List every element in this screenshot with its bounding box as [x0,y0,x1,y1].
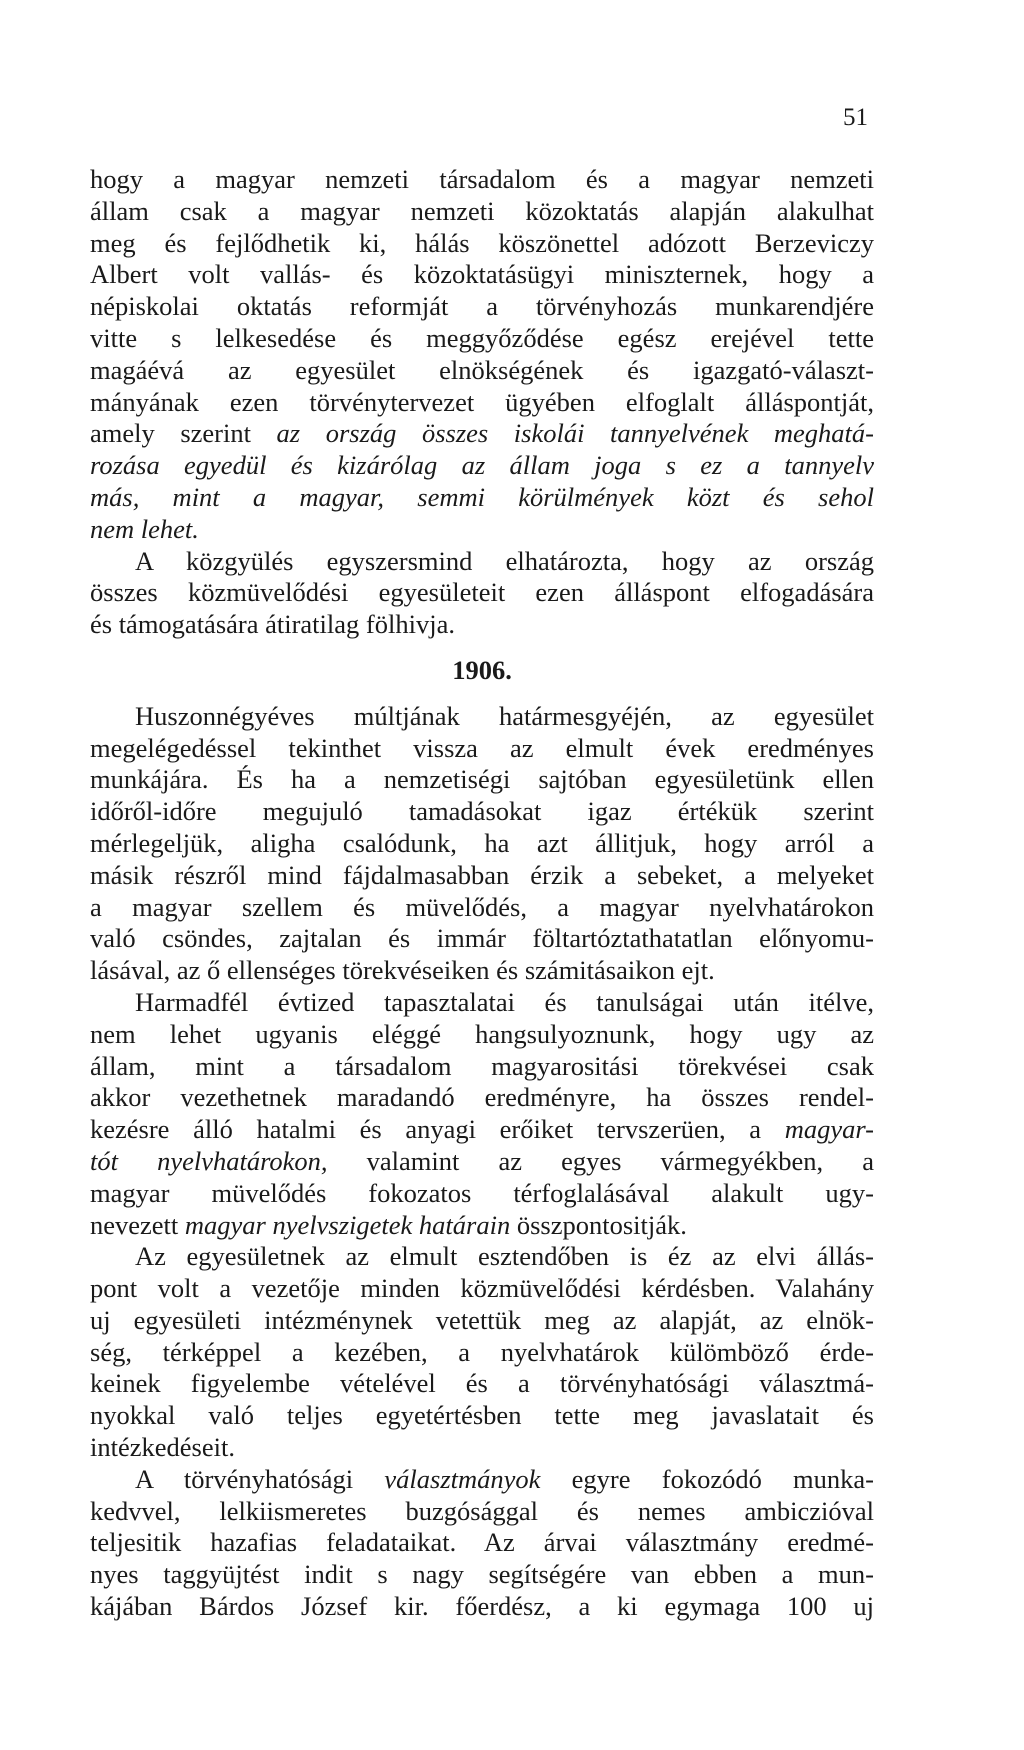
text-line [90,860,874,892]
text-span: uj egyesületi intézménynek vetettük meg az alapját, az elnök- [90,1304,874,1335]
text-line [90,1051,874,1083]
italic-span: tót nyelvhatárokon, [90,1145,328,1176]
text-line [90,1368,874,1400]
text-span: összes közmüvelődési egyesületeit ezen álláspont elfogadására [90,577,874,608]
text-line [90,987,874,1019]
text-line [90,923,874,955]
text-line [90,1114,874,1146]
text-line [90,1337,874,1369]
text-span: nem lehet ugyanis eléggé hangsulyoznunk, hogy ugy az [90,1018,874,1049]
text-line [90,701,874,733]
text-span: Az egyesületnek az elmult esztendőben is éz az elvi állás- [135,1241,874,1272]
section-heading [90,655,874,687]
italic-span: az ország összes iskolái tannyelvének meghatá- [276,418,874,449]
text-line [90,1273,874,1305]
text-span: magáévá az egyesület elnökségének és igazgató-választ- [90,354,874,385]
text-line [90,1019,874,1051]
text-line [90,1527,874,1559]
text-span: vitte s lelkesedése és meggyőződése egész erejével tette [90,322,874,353]
text-span: keinek figyelembe vételével és a törvényhatósági választmá- [90,1368,874,1399]
text-span: másik részről mind fájdalmasabban érzik a sebeket, a melyeket [90,859,874,890]
text-line [90,828,874,860]
text-line [90,291,874,323]
text-span: összpontositják. [510,1209,687,1240]
text-span: és támogatására átiratilag fölhivja. [90,609,455,640]
text-line [90,1432,874,1464]
text-span: népiskolai oktatás reformját a törvényhozás munkarendjére [90,291,874,322]
text-line [90,577,874,609]
text-line [90,1400,874,1432]
text-span: mányának ezen törvénytervezet ügyében elfoglalt álláspontját, [90,386,874,417]
text-span: 1906. [452,654,512,685]
text-span: munkájára. És ha a nemzetiségi sajtóban egyesületünk ellen [90,764,874,795]
text-span: megelégedéssel tekinthet vissza az elmult évek eredményes [90,732,874,763]
text-span: amely szerint [90,418,277,449]
text-span: a magyar szellem és müvelődés, a magyar nyelvhatárokon [90,891,874,922]
text-line [90,1241,874,1273]
italic-span: választmányok [384,1463,541,1494]
text-span: Huszonnégyéves múltjának határmesgyéjén, az egyesület [135,700,874,731]
italic-span: más, mint a magyar, semmi körülmények közt és sehol [90,481,874,512]
text-span: lásával, az ő ellenséges törekvéseiken és számitásaikon ejt. [90,955,715,986]
text-span: meg és fejlődhetik ki, hálás köszönettel adózott Berzeviczy [90,227,874,258]
text-span: A törvényhatósági [135,1463,385,1494]
text-line [90,1496,874,1528]
italic-span: rozása egyedül és kizárólag az állam joga s ez a tannyelv [90,450,874,481]
text-line [90,323,874,355]
italic-span: nem lehet. [90,513,199,544]
text-line [90,228,874,260]
text-line [90,1305,874,1337]
text-line [90,546,874,578]
text-span: teljesitik hazafias feladataikat. Az árvai választmány eredmé- [90,1527,874,1558]
text-span: egyre fokozódó munka- [540,1463,875,1494]
text-span: Albert volt vallás- és közoktatásügyi miniszternek, hogy a [90,259,874,290]
text-span: ség, térképpel a kezében, a nyelvhatárok külömböző érde- [90,1336,874,1367]
text-line [90,892,874,924]
text-line [90,450,874,482]
text-span: nevezett [90,1209,185,1240]
text-line [90,259,874,291]
text-line [90,733,874,765]
text-line [90,482,874,514]
text-line [90,1146,874,1178]
text-line [90,1591,874,1623]
text-span: állam csak a magyar nemzeti közoktatás alapján alakulhat [90,195,874,226]
body-text [90,164,874,1623]
text-span: intézkedéseit. [90,1432,235,1463]
text-line [90,764,874,796]
text-line [90,164,874,196]
text-line [90,387,874,419]
text-line [90,1559,874,1591]
text-line [90,355,874,387]
text-line [90,1178,874,1210]
text-line [90,196,874,228]
text-span: akkor vezethetnek maradandó eredményre, ha összes rendel- [90,1082,874,1113]
text-span: Harmadfél évtized tapasztalatai és tanulságai után itélve, [135,986,874,1017]
text-span: állam, mint a társadalom magyarositási törekvései csak [90,1050,874,1081]
text-span: időről-időre megujuló tamadásokat igaz értékük szerint [90,796,874,827]
text-span: hogy a magyar nemzeti társadalom és a magyar nemzeti [90,164,874,194]
text-line [90,1464,874,1496]
text-line [90,955,874,987]
text-span: nyes taggyüjtést indit s nagy segítségére van ebben a mun- [90,1559,874,1590]
text-span: mérlegeljük, aligha csalódunk, ha azt állitjuk, hogy arról a [90,827,874,858]
text-span: kezésre álló hatalmi és anyagi erőiket tervszerüen, a [90,1114,785,1145]
text-span: kájában Bárdos József kir. főerdész, a ki egymaga 100 uj [90,1591,874,1622]
text-span: A közgyülés egyszersmind elhatározta, hogy az ország [135,545,874,576]
text-span: való csöndes, zajtalan és immár föltartóztathatatlan előnyomu- [90,923,874,954]
text-span: magyar müvelődés fokozatos térfoglalásával alakult ugy- [90,1177,874,1208]
text-line [90,418,874,450]
text-line [90,1210,874,1242]
italic-span: magyar nyelvszigetek határain [184,1209,511,1240]
text-span: kedvvel, lelkiismeretes buzgósággal és nemes ambiczióval [90,1495,874,1526]
text-span: pont volt a vezetője minden közmüvelődési kérdésben. Valahány [90,1273,874,1304]
text-line [90,609,874,641]
text-line [90,1082,874,1114]
text-line [90,796,874,828]
text-span: valamint az egyes vármegyékben, a [327,1145,875,1176]
text-span: nyokkal való teljes egyetértésben tette meg javaslatait és [90,1400,874,1431]
page-number: 51 [843,104,868,131]
italic-span: magyar- [784,1114,874,1145]
text-line [90,514,874,546]
